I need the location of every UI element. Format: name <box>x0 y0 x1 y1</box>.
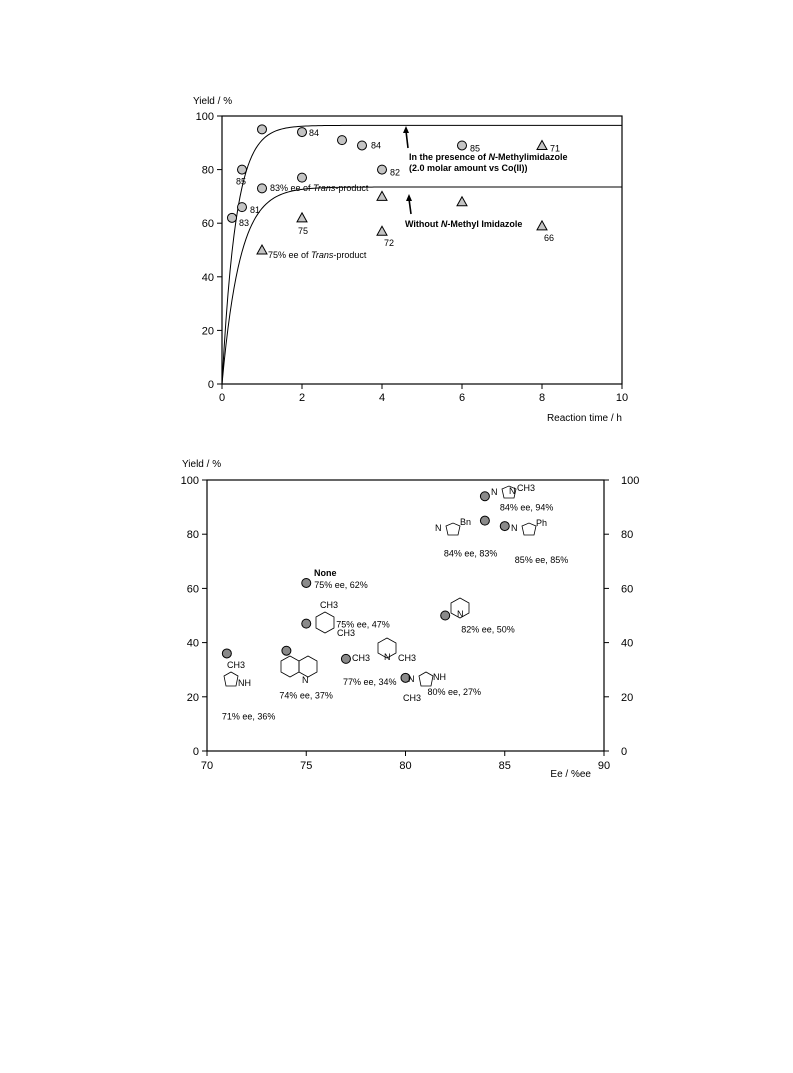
chart1-y-tick-label: 20 <box>201 325 214 338</box>
chart1-y-tick-label: 80 <box>201 164 214 177</box>
chart2-y-tick-label-right: 20 <box>621 691 634 704</box>
svg-text:N: N <box>384 652 391 662</box>
chart1-point-label: 84 <box>371 140 382 151</box>
chart2-x-tick-label: 75 <box>300 760 313 772</box>
chart2-point-label: 75% ee, 47% <box>336 619 390 630</box>
chart2-x-tick-label: 85 <box>498 760 511 772</box>
structure-n-phenylimidazole <box>511 518 547 535</box>
chart2-y-tick-label-left: 100 <box>180 475 199 487</box>
chart2-point-label: 77% ee, 34% <box>342 676 397 687</box>
chart1-point-circle <box>258 184 267 193</box>
chart1-point-circle <box>258 125 267 134</box>
chart1-x-tick-label: 2 <box>298 392 306 404</box>
chart1-curve-lower <box>222 187 622 384</box>
svg-text:CH3: CH3 <box>398 653 417 663</box>
chart1-point-label: 75 <box>298 225 309 236</box>
svg-text:CH3: CH3 <box>517 483 536 493</box>
chart1-point-circle <box>228 213 237 222</box>
chart1-point-circle <box>238 165 247 174</box>
chart1-y-tick-label: 60 <box>201 218 214 231</box>
chart2-y-tick-label-right: 100 <box>621 475 640 487</box>
svg-text:CH3: CH3 <box>403 693 422 703</box>
chart1-annotation-without-nmi: Without N-Methyl Imidazole <box>405 219 523 229</box>
chart2-point <box>302 578 311 587</box>
chart2-point <box>222 649 231 658</box>
chart2-y-tick-label-right: 80 <box>621 529 634 542</box>
chart1-xlabel: Reaction time / h <box>546 413 622 424</box>
chart2-point-label: 75% ee, 62% <box>314 579 368 590</box>
structure-n-methylimidazole <box>491 483 535 498</box>
chart2-y-tick-label-left: 0 <box>192 746 199 758</box>
svg-text:CH3: CH3 <box>337 628 356 638</box>
structure-quinoline <box>281 656 317 685</box>
chart1-point-label: 83 <box>239 217 250 228</box>
chart1-annotation-75ee: 75% ee of Trans-product <box>268 250 367 260</box>
chart2-point-label: 80% ee, 27% <box>427 686 482 697</box>
svg-text:N: N <box>302 675 309 685</box>
chart1-point-triangle <box>537 140 547 149</box>
svg-text:N: N <box>457 609 464 619</box>
chart1-x-tick-label: 10 <box>615 392 629 404</box>
chart2-point <box>480 492 489 501</box>
chart1-point-circle <box>358 141 367 150</box>
chart1-point-label: 82 <box>390 167 401 178</box>
svg-text:Bn: Bn <box>460 517 472 527</box>
chart1-point-triangle <box>377 191 387 200</box>
svg-text:NH: NH <box>433 672 446 682</box>
chart2-point <box>500 522 509 531</box>
svg-text:CH3: CH3 <box>352 653 371 663</box>
chart1-point-circle <box>458 141 467 150</box>
chart1-point-label: 66 <box>544 232 555 243</box>
chart2-y-tick-label-left: 20 <box>186 691 199 704</box>
chart1-point-label: 85 <box>236 176 247 187</box>
chart2-ticks <box>181 475 640 772</box>
chart2-point-label: 74% ee, 37% <box>279 690 333 701</box>
chart2-y-tick-label-right: 40 <box>621 637 634 650</box>
chart1-point-circle <box>298 173 307 182</box>
chart2-point <box>441 611 450 620</box>
chart1-ylabel: Yield / % <box>193 96 233 107</box>
chart1-annotation-with-nmi: In the presence of N-Methylimidazole <box>409 152 568 162</box>
structure-2-6-lutidine <box>352 638 416 663</box>
chart2-y-tick-label-left: 80 <box>186 529 199 542</box>
chart2-point-label: 82% ee, 50% <box>461 624 515 635</box>
chart1-point-circle <box>298 128 307 137</box>
chart2-point-label: 84% ee, 94% <box>499 502 554 513</box>
chart1-x-tick-label: 6 <box>458 392 466 404</box>
chart2-xlabel: Ee / %ee <box>550 769 591 780</box>
structure-pyridine <box>451 598 469 619</box>
chart2-point-label: 71% ee, 36% <box>221 711 276 722</box>
chart2-y-tick-label-right: 60 <box>621 583 634 596</box>
svg-text:N: N <box>408 674 415 684</box>
chart1-point-label: 72 <box>384 238 395 249</box>
chart2-x-tick-label: 70 <box>200 760 214 772</box>
svg-text:Ph: Ph <box>536 518 548 528</box>
chart1-point-triangle <box>257 245 267 254</box>
chart1-point-label: 84 <box>309 128 320 139</box>
chart2-y-tick-label-left: 40 <box>186 637 199 650</box>
chart2-point <box>480 516 489 525</box>
svg-text:N: N <box>491 487 498 497</box>
svg-text:N: N <box>509 486 516 496</box>
chart1-point-triangle <box>457 197 467 206</box>
chart2-point <box>341 654 350 663</box>
svg-text:NH: NH <box>238 678 251 688</box>
chart1-point-circle <box>238 203 247 212</box>
chart2-point-label: 84% ee, 83% <box>443 548 498 559</box>
chart2-annotation-none: None <box>314 568 337 578</box>
chart1-x-tick-label: 0 <box>218 392 226 404</box>
chart1-y-tick-label: 100 <box>195 111 214 123</box>
chart1-annotation-molar: (2.0 molar amount vs Co(II)) <box>409 163 528 173</box>
chart1-annotation-83ee: 83% ee of Trans-product <box>270 183 369 193</box>
chart1-arrow-lower <box>406 194 412 214</box>
chart1-point-triangle <box>377 226 387 235</box>
chart1-point-circle <box>338 136 347 145</box>
chart1-point-label: 85 <box>470 143 481 154</box>
chart1-point-triangle <box>537 221 547 230</box>
chart2-point <box>302 619 311 628</box>
structure-n-benzylimidazole <box>435 517 471 535</box>
chart1-y-tick-label: 40 <box>201 271 214 284</box>
chart1-point-triangle <box>297 213 307 222</box>
chart2-point-label: 85% ee, 85% <box>514 555 569 566</box>
chart1-x-tick-label: 8 <box>538 392 546 404</box>
chart2-point <box>282 646 291 655</box>
chart2-x-tick-label: 90 <box>597 760 611 772</box>
structure-2-methylimidazole <box>224 660 251 688</box>
chart1-x-tick-label: 4 <box>378 392 386 404</box>
chart1-arrow-upper <box>403 126 409 148</box>
chart2-ylabel: Yield / % <box>182 459 222 470</box>
yield-vs-time-chart <box>193 96 628 424</box>
yield-vs-ee-chart <box>181 459 640 780</box>
chart1-point-label: 81 <box>250 205 261 216</box>
chart2-y-tick-label-right: 0 <box>621 746 628 758</box>
chart2-x-tick-label: 80 <box>399 760 412 772</box>
chart2-y-tick-label-left: 60 <box>186 583 199 596</box>
chart1-point-label: 71 <box>550 143 561 154</box>
chart1-point-circle <box>378 165 387 174</box>
svg-text:N: N <box>435 523 442 533</box>
chart1-y-tick-label: 0 <box>207 379 214 391</box>
svg-text:CH3: CH3 <box>320 600 339 610</box>
svg-text:CH3: CH3 <box>227 660 246 670</box>
svg-text:N: N <box>511 523 518 533</box>
